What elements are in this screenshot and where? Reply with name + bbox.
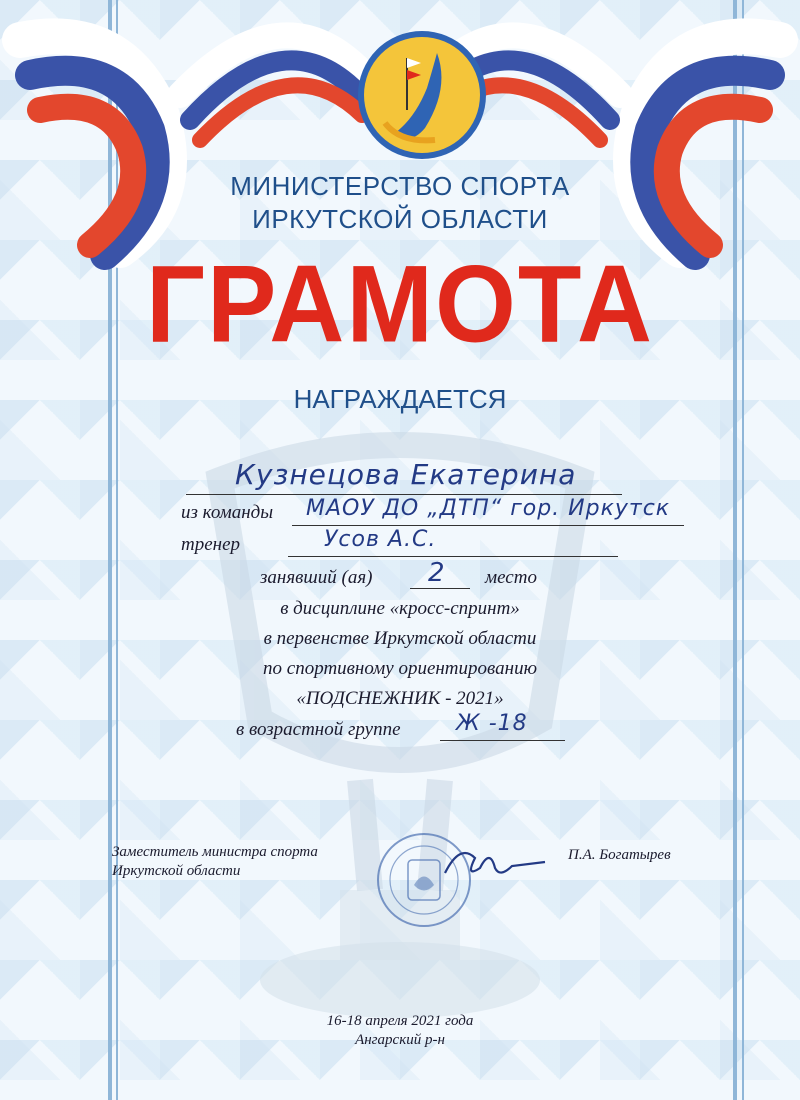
team-label: из команды [181, 502, 274, 523]
ministry-name-line1: МИНИСТЕРСТВО СПОРТА [230, 171, 570, 201]
signer-position [112, 843, 318, 881]
signer-name: П.А. Богатырев [568, 847, 671, 863]
competition-text: в первенстве Иркутской области [263, 628, 537, 649]
place-line [410, 588, 470, 589]
recipient-line [186, 494, 622, 495]
place-label: занявший (ая) [260, 567, 373, 588]
event-date-place [0, 1012, 800, 1050]
age-group-label: в возрастной группе [236, 719, 401, 740]
age-group-value: Ж -18 [456, 711, 528, 736]
event-place: Ангарский р-н [355, 1032, 445, 1048]
place-value: 2 [428, 558, 446, 588]
discipline-text: в дисциплине «кросс-спринт» [280, 598, 520, 619]
event-name: «ПОДСНЕЖНИК - 2021» [296, 688, 504, 709]
coach-value: Усов А.С. [324, 527, 437, 552]
age-group-line [440, 740, 565, 741]
place-suffix: место [485, 567, 537, 588]
signer-position-line1: Заместитель министра спорта [112, 844, 318, 860]
ministry-name-line2: ИРКУТСКОЙ ОБЛАСТИ [252, 204, 548, 234]
signer-position-line2: Иркутской области [112, 863, 241, 879]
awarded-heading: НАГРАЖДАЕТСЯ [293, 384, 507, 414]
team-value: МАОУ ДО „ДТП“ гор. Иркутск [306, 496, 671, 521]
handwritten-signature [440, 838, 550, 888]
team-line [292, 525, 684, 526]
certificate-title: ГРАМОТА [146, 244, 654, 366]
sport-text: по спортивному ориентированию [263, 658, 537, 679]
event-date: 16-18 апреля 2021 года [326, 1013, 474, 1029]
ministry-emblem-icon [355, 28, 489, 162]
coach-line [288, 556, 618, 557]
coach-label: тренер [181, 534, 241, 555]
recipient-name: Кузнецова Екатерина [235, 458, 577, 491]
